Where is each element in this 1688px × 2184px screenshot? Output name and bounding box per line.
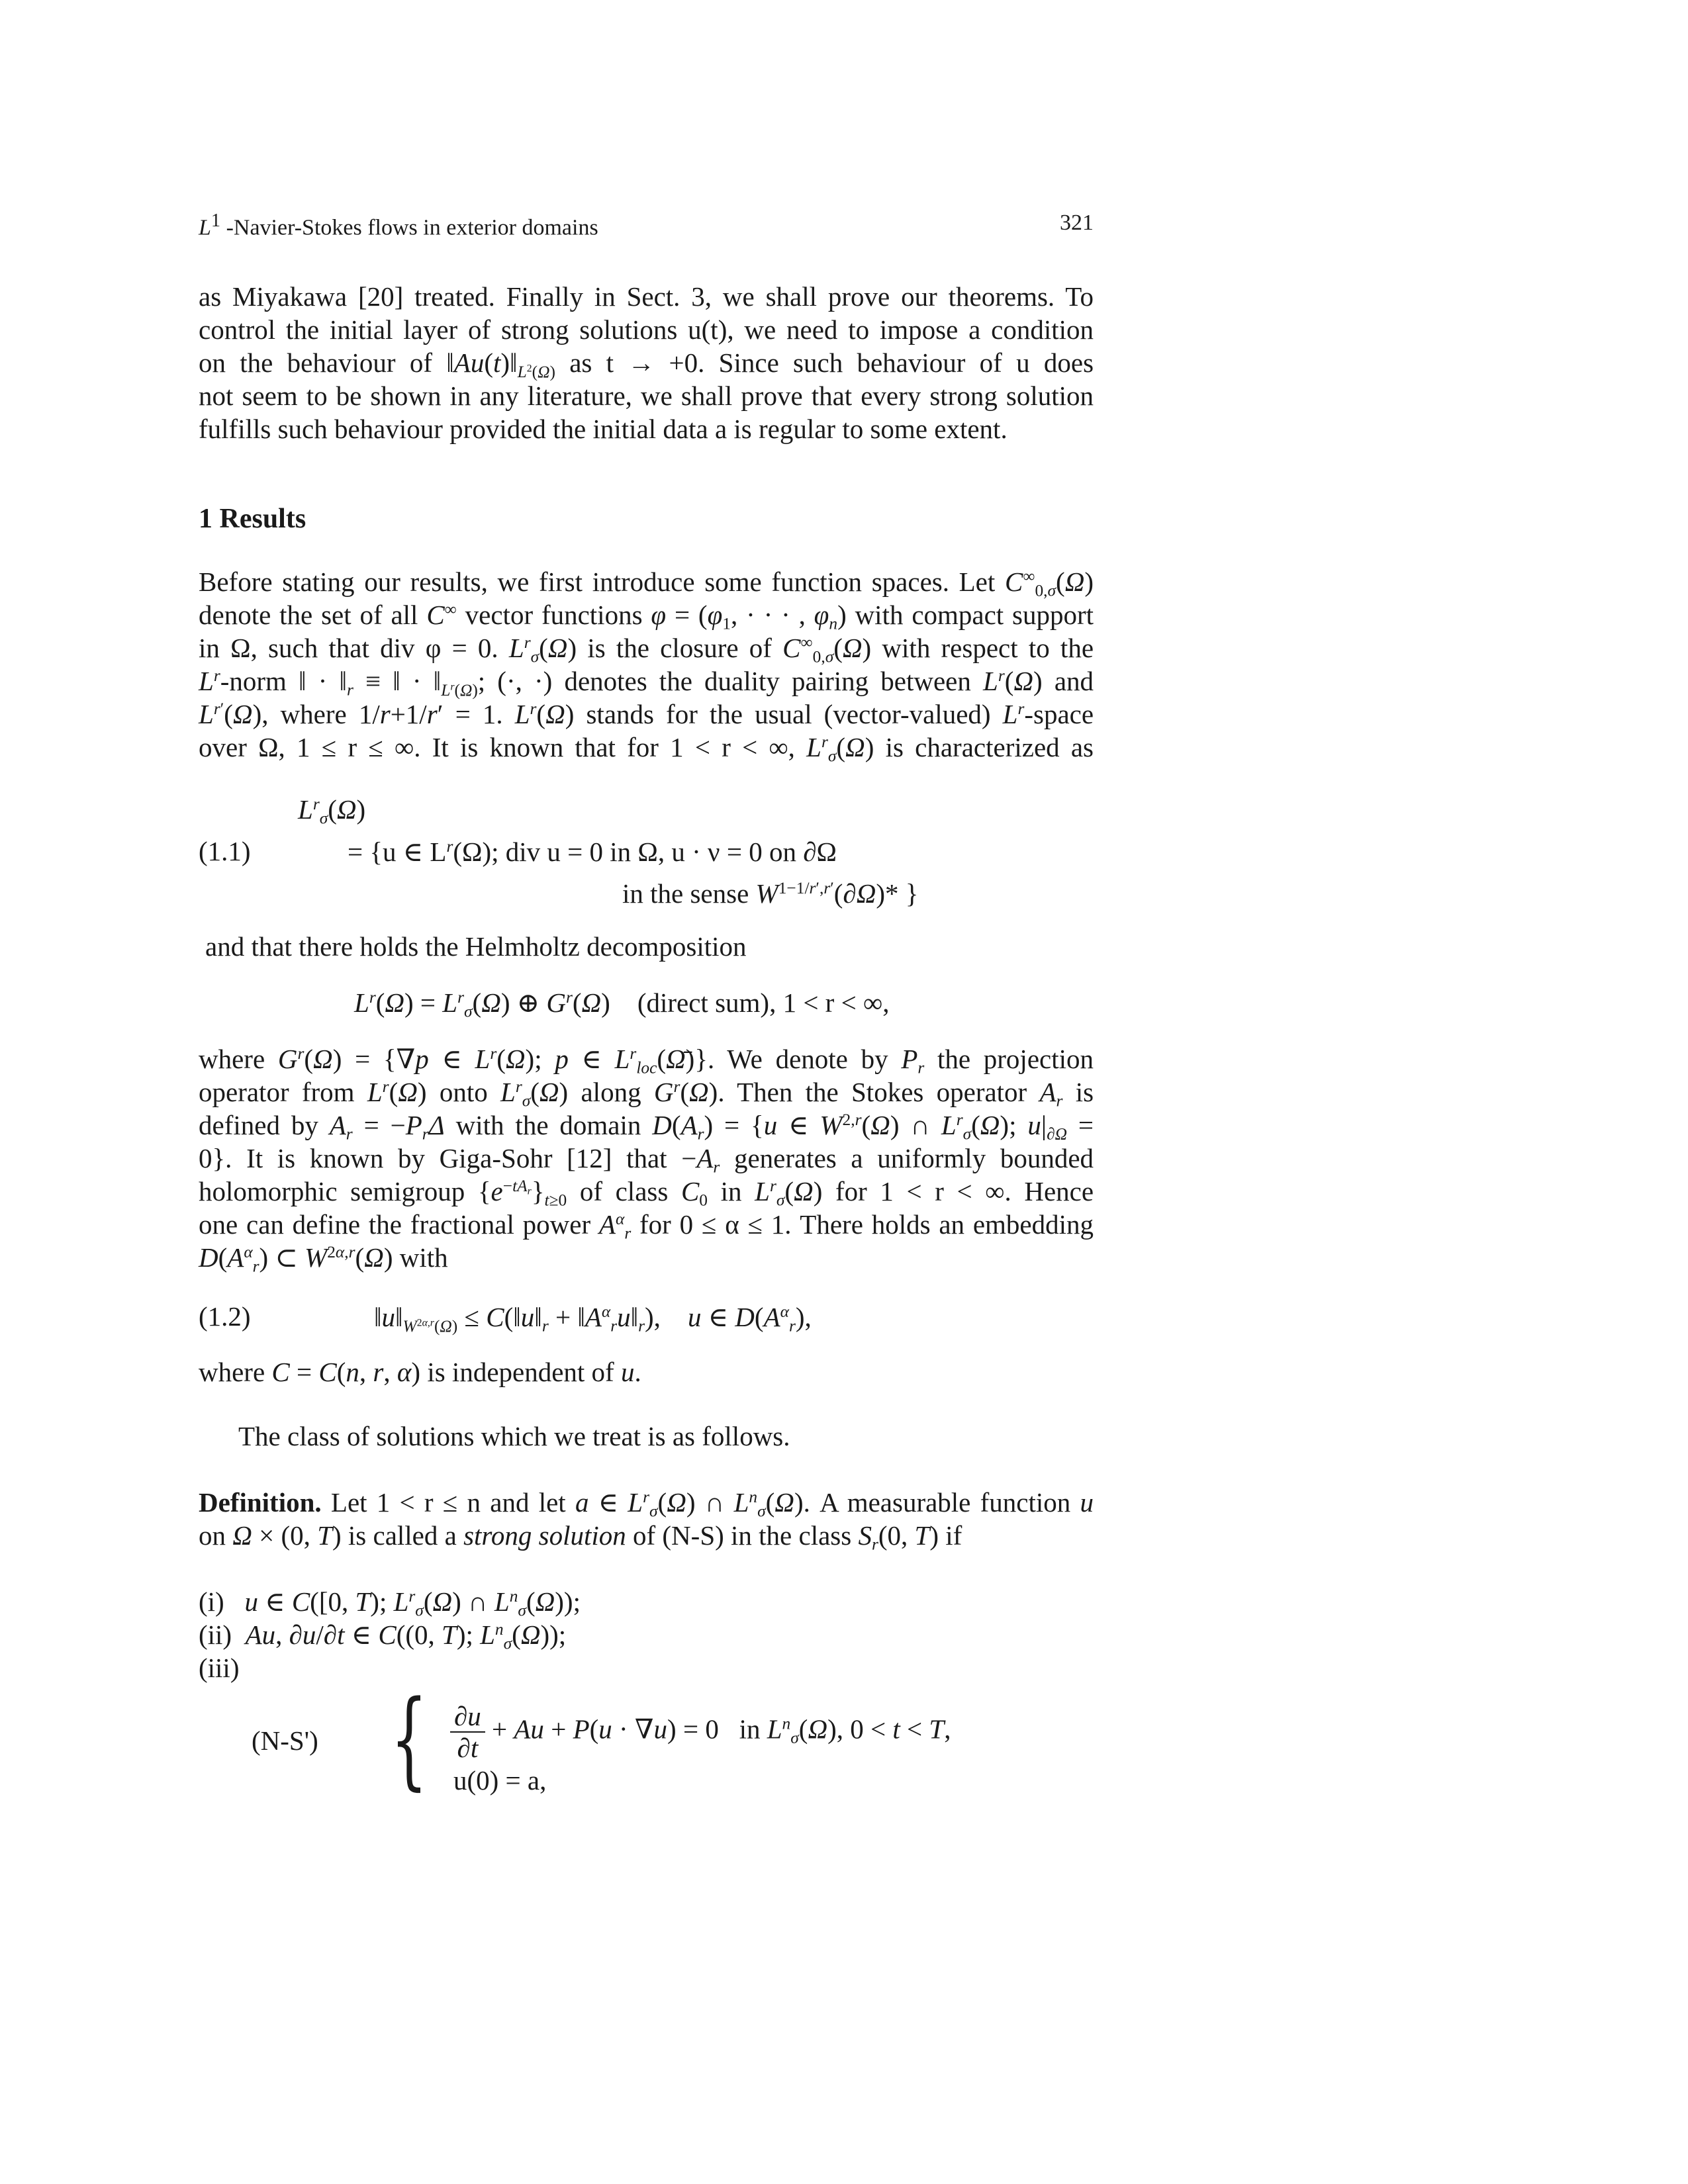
intro-line-4: not seem to be shown in any literature, we shall prove that every strong solution (199, 381, 1094, 411)
definition-item-3: (iii) (199, 1653, 240, 1683)
intro-line-1: as Miyakawa [20] treated. Finally in Sect. 3, we shall prove our theorems. To (199, 281, 1094, 312)
para5-line-1: The class of solutions which we treat is as follows. (238, 1421, 790, 1451)
eq12-number: (1.2) (199, 1301, 251, 1332)
para1-line-6: over Ω, 1 ≤ r ≤ ∞. It is known that for 1 < r < ∞, $L^r_\sigma(\Omega)$ is characterized as (199, 732, 1094, 766)
helmholtz-equation: $L^r(\Omega) = L^r_\sigma(\Omega)$ ⊕ $G^r(\Omega)$ (direct sum), 1 < r < ∞, (354, 987, 890, 1021)
para3-line-5: holomorphic semigroup $\{e^{-tA_r}\}_{t\ge 0}$ of class $C_0$ in $L^r_\sigma(\Omega)$ for 1 < r < ∞. Hence (199, 1176, 1094, 1210)
para1-line-3: in Ω, such that div φ = 0. $L^r_\sigma(\Omega)$ is the closure of $C^\infty_{0,\sigma}(\Omega)$ with respect to the (199, 633, 1094, 666)
ns-system-row-1: $\frac{\partial u}{\partial t}$ + Au + P(u · ∇u) = 0 in $L^n_\sigma(\Omega)$, 0 < t < T, (450, 1701, 951, 1763)
definition-line-1: Definition. Let 1 < r ≤ n and let a ∈ $L^r_\sigma(\Omega)$ ∩ $L^n_\sigma(\Omega)$. A measurable function u (199, 1487, 1094, 1521)
para3-line-4: 0}. It is known by Giga-Sohr [12] that $-A_r$ generates a uniformly bounded (199, 1143, 1094, 1177)
ns-system-row-2: u(0) = a, (453, 1765, 547, 1796)
definition-item-1: (i) u ∈ C([0, T); $L^r_\sigma(\Omega)$ ∩ $L^n_\sigma(\Omega)$); (199, 1586, 581, 1620)
para3-line-1: where $G^r(\Omega) = \{\nabla p$ ∈ $L^r(\Omega)$; p ∈ $L^r_{loc}(\Omegā)$}. We denote by $P_r$ the projection (199, 1044, 1094, 1077)
para1-line-1: Before stating our results, we first introduce some function spaces. Let $C^\infty_{0,\sigma}(\Omega)$ (199, 567, 1094, 600)
para3-line-7: $D(A^\alpha_r)$ ⊂ $W^{2\alpha,r}(\Omega)$ with (199, 1242, 448, 1276)
eq11-rhs: = {u ∈ $L^r(\Omega)$; div u = 0 in Ω, u · ν = 0 on ∂Ω (348, 837, 837, 867)
eq12-formula: $‖u‖_{W^{2\alpha,r}(\Omega)}$ ≤ $C(‖u‖_r$ + $‖A^\alpha_ru‖_r$), u ∈ $D(A^\alpha_r)$, (374, 1302, 812, 1336)
ns-system-label: (N-S') (252, 1725, 318, 1756)
norm-expression: $‖Au(t)‖_{L^2(\Omega)}$ (446, 347, 555, 381)
section-heading: 1 Results (199, 504, 306, 534)
para1-line-4: $L^r$-norm ‖ · $‖_r$ ≡ ‖ · $‖_{L^r(\Omega)}$; (·, ·) denotes the duality pairing between $L^r(\Omega)$ and (199, 666, 1094, 700)
intro-line-2: control the initial layer of strong solutions u(t), we need to impose a condition (199, 314, 1094, 345)
page-number: 321 (1060, 210, 1094, 235)
definition-line-2: on Ω × (0, T) is called a strong solution of (N-S) in the class $S_r(0$, T) if (199, 1520, 962, 1554)
running-header (199, 210, 1094, 241)
ns-system-brace: { (391, 1677, 428, 1801)
para3-line-3: defined by $A_r = -P_r\Delta$ with the domain $D(A_r) = \{u$ ∈ W$^{2,r}$(Ω) ∩ $L^r_\sigma(\Omega)$; $u|_{\partial\Omega}$ = (199, 1110, 1094, 1144)
definition-item-2: (ii) Au, ∂u/∂t ∈ C((0, T); $L^n_\sigma(\Omega)$); (199, 1619, 567, 1653)
eq11-number: (1.1) (199, 836, 251, 866)
para4-line-1: where C = C(n, r, α) is independent of u. (199, 1357, 641, 1387)
eq11-condition: in the sense $W^{1-1/r',r'}(\partial\Omega)*$ } (622, 878, 919, 909)
eq11-lhs: $L^r_\sigma(\Omega)$ (298, 794, 366, 828)
para2-line-1: and that there holds the Helmholtz decomposition (205, 931, 747, 962)
para3-line-2: operator from $L^r(\Omega)$ onto $L^r_\sigma(\Omega)$ along $G^r(\Omega)$. Then the Stokes operator $A_r$ is (199, 1077, 1094, 1111)
running-title: $L^1$ -Navier-Stokes flows in exterior domains (199, 210, 598, 240)
para1-line-5: $L^{r'}(\Omega)$, where 1/r+1/r′ = 1. $L^r(\Omega)$ stands for the usual (vector-valued) $L^r$-space (199, 699, 1094, 729)
para1-line-2: denote the set of all C∞ vector functions $\varphi = (\varphi_1$, · · · , $\varphi_n$) with compact support (199, 600, 1094, 633)
intro-line-5: fulfills such behaviour provided the initial data a is regular to some extent. (199, 414, 1008, 444)
para3-line-6: one can define the fractional power $A^\alpha_r$ for 0 ≤ α ≤ 1. There holds an embedding (199, 1209, 1094, 1243)
intro-line-3: on the behaviour of $‖Au(t)‖_{L^2(\Omega)}$ as t → +0. Since such behaviour of u does (199, 347, 1094, 381)
